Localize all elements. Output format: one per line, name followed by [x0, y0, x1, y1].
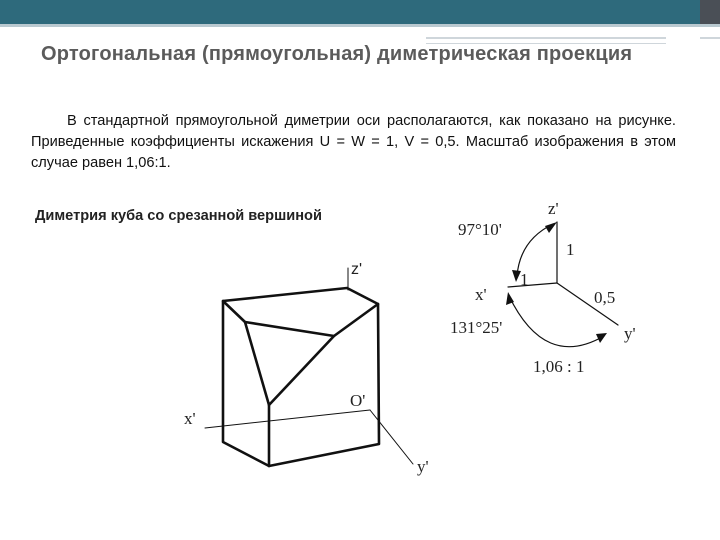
- axes-label-z: z': [548, 199, 559, 218]
- cube-edge: [223, 301, 245, 322]
- slide-title: Ортогональная (прямоугольная) диметрическая проекция: [41, 43, 633, 65]
- axes-coef-x: 1: [520, 270, 529, 289]
- cube-label-x: x': [184, 409, 196, 428]
- cube-label-origin: O': [350, 391, 366, 410]
- cube-axis-x: [205, 410, 370, 428]
- cube-axis-y: [370, 410, 413, 464]
- cut-triangle: [245, 322, 334, 405]
- arc-upper: [517, 224, 553, 276]
- axis-x: [508, 283, 557, 287]
- axes-label-x: x': [475, 285, 487, 304]
- figure-caption: Диметрия куба со срезанной вершиной: [35, 208, 322, 224]
- arrowhead-upper: [545, 222, 557, 233]
- arc-lower: [509, 296, 604, 347]
- axes-scale: 1,06 : 1: [533, 357, 585, 376]
- axes-coef-z: 1: [566, 240, 575, 259]
- axes-coef-y: 0,5: [594, 288, 616, 307]
- arrowhead-right: [596, 333, 607, 343]
- cube-label-z: z': [351, 261, 363, 278]
- cube-label-y: y': [417, 457, 429, 476]
- cube-figure: [205, 268, 413, 466]
- body-paragraph: В стандартной прямоугольной диметрии оси располагаются, как показано на рисунке. Приведенные коэффициенты искажения U = W = 1, V = 0,5. Масштаб изображения в этом случае равен 1,06:1.: [31, 113, 676, 171]
- axes-angle-bottom: 131°25': [450, 318, 503, 337]
- axes-label-y: y': [624, 324, 636, 343]
- cube-outline: [223, 288, 379, 466]
- cube-edge: [334, 304, 378, 336]
- axes-angle-top: 97°10': [458, 220, 502, 239]
